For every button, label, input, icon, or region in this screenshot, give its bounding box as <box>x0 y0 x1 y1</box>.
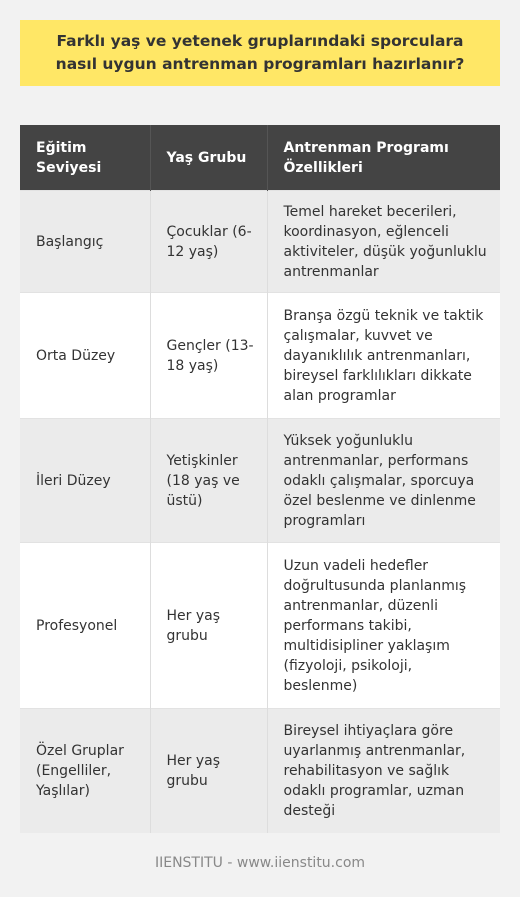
header-age-group: Yaş Grubu <box>150 125 267 191</box>
table-row <box>20 543 500 709</box>
cell-level: Profesyonel <box>20 543 150 709</box>
cell-features: Branşa özgü teknik ve taktik çalışmalar, kuvvet ve dayanıklılık antrenmanları, bireysel farklılıkları dikkate alan programlar <box>267 293 500 419</box>
cell-features: Yüksek yoğunluklu antrenmanlar, performans odaklı çalışmalar, sporcuya özel beslenme ve dinlenme programları <box>267 419 500 543</box>
table-row <box>20 419 500 543</box>
table-row <box>20 293 500 419</box>
cell-features: Bireysel ihtiyaçlara göre uyarlanmış antrenmanlar, rehabilitasyon ve sağlık odaklı programlar, uzman desteği <box>267 709 500 833</box>
table-row <box>20 191 500 293</box>
cell-age: Çocuklar (6-12 yaş) <box>150 191 267 293</box>
title-banner <box>20 20 500 86</box>
table-row <box>20 709 500 833</box>
cell-features: Temel hareket becerileri, koordinasyon, eğlenceli aktiviteler, düşük yoğunluklu antrenmanlar <box>267 191 500 293</box>
cell-features: Uzun vadeli hedefler doğrultusunda planlanmış antrenmanlar, düzenli performans takibi, multidisipliner yaklaşım (fizyoloji, psikoloji, beslenme) <box>267 543 500 709</box>
cell-level: Başlangıç <box>20 191 150 293</box>
cell-age: Yetişkinler (18 yaş ve üstü) <box>150 419 267 543</box>
training-table <box>20 125 500 833</box>
cell-age: Her yaş grubu <box>150 543 267 709</box>
footer-credit: IIENSTITU - www.iienstitu.com <box>154 855 366 871</box>
cell-level: Orta Düzey <box>20 293 150 419</box>
cell-age: Her yaş grubu <box>150 709 267 833</box>
cell-level: Özel Gruplar (Engelliler, Yaşlılar) <box>20 709 150 833</box>
page-title: Farklı yaş ve yetenek gruplarındaki sporculara nasıl uygun antrenman programları hazırlanır? <box>55 32 465 73</box>
cell-age: Gençler (13-18 yaş) <box>150 293 267 419</box>
cell-level: İleri Düzey <box>20 419 150 543</box>
table-header-row <box>20 125 500 191</box>
header-program-features: Antrenman Programı Özellikleri <box>267 125 500 191</box>
header-education-level: Eğitim Seviyesi <box>20 125 150 191</box>
